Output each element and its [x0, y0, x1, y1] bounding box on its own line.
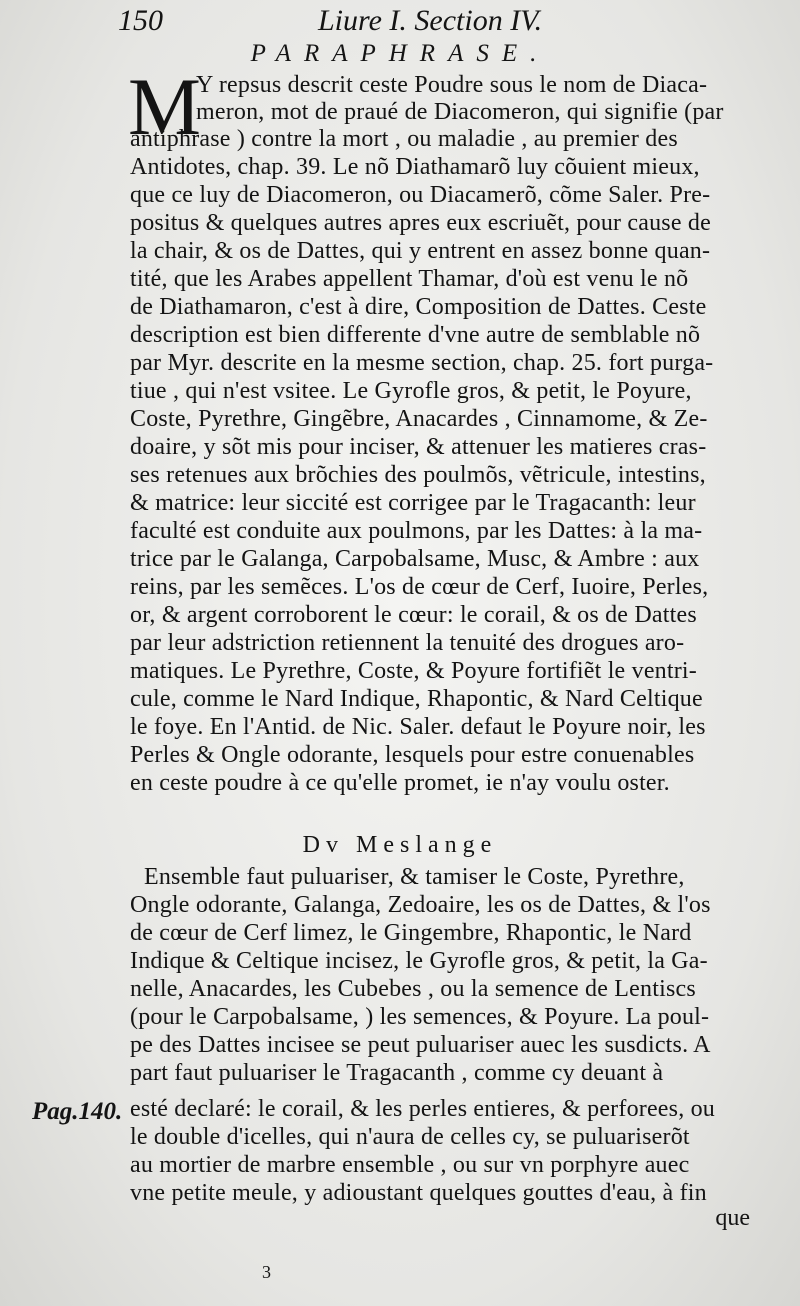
running-title: Liure I. Section IV.	[318, 4, 543, 37]
text-line: Ongle odorante, Galanga, Zedoaire, les os de Dattes, & l'os	[130, 892, 711, 918]
text-line: or, & argent corroborent le cœur: le corail, & os de Dattes	[130, 602, 697, 628]
text-line: ses retenues aux brõchies des poulmõs, vẽtricule, intestins,	[130, 462, 706, 488]
page-header	[118, 4, 758, 40]
text-line: vne petite meule, y adioustant quelques gouttes d'eau, à fin	[130, 1180, 707, 1206]
text-line: que ce luy de Diacomeron, ou Diacamerõ, cõme Saler. Pre-	[130, 182, 711, 208]
text-line: trice par le Galanga, Carpobalsame, Musc, & Ambre : aux	[130, 546, 700, 572]
text-line: de cœur de Cerf limez, le Gingembre, Rhapontic, le Nard	[130, 920, 692, 946]
text-line: par Myr. descrite en la mesme section, chap. 25. fort purga-	[130, 350, 714, 376]
text-line: reins, par les semẽces. L'os de cœur de Cerf, Iuoire, Perles,	[130, 574, 709, 600]
text-line: par leur adstriction retiennent la tenuité des drogues aro-	[130, 630, 685, 656]
text-line: description est bien differente d'vne autre de semblable nõ	[130, 322, 701, 348]
text-line: nelle, Anacardes, les Cubebes , ou la semence de Lentiscs	[130, 976, 696, 1002]
page-number: 150	[118, 4, 163, 37]
text-line: de Diathamaron, c'est à dire, Composition de Dattes. Ceste	[130, 294, 707, 320]
text-line: positus & quelques autres apres eux escriuẽt, pour cause de	[130, 210, 711, 236]
text-line: Ensemble faut puluariser, & tamiser le Coste, Pyrethre,	[144, 864, 685, 890]
text-line: Antidotes, chap. 39. Le nõ Diathamarõ luy cõuient mieux,	[130, 154, 700, 180]
text-line: esté declaré: le corail, & les perles entieres, & perforees, ou	[130, 1096, 716, 1122]
text-line: le double d'icelles, qui n'aura de celles cy, se puluariserõt	[130, 1124, 690, 1150]
text-line: tité, que les Arabes appellent Thamar, d'où est venu le nõ	[130, 266, 689, 292]
text-line: Y repsus descrit ceste Poudre sous le nom de Diaca-	[196, 72, 708, 98]
text-line: meron, mot de praué de Diacomeron, qui signifie (par	[196, 99, 724, 125]
subsection-heading: Dv Meslange	[302, 832, 498, 858]
text-line: la chair, & os de Dattes, qui y entrent en assez bonne quan-	[130, 238, 711, 264]
text-line: faculté est conduite aux poulmons, par les Dattes: à la ma-	[130, 518, 703, 544]
text-line: doaire, y sõt mis pour inciser, & attenuer les matieres cras-	[130, 434, 707, 460]
text-line: part faut puluariser le Tragacanth , comme cy deuant à	[130, 1060, 664, 1086]
text-line: le foye. En l'Antid. de Nic. Saler. defaut le Poyure noir, les	[130, 714, 706, 740]
margin-cross-reference: Pag.140.	[32, 1098, 123, 1125]
drop-cap-initial: M	[128, 61, 201, 152]
text-line: matiques. Le Pyrethre, Coste, & Poyure fortifiẽt le ventri-	[130, 658, 697, 684]
text-line: Perles & Ongle odorante, lesquels pour estre conuenables	[130, 742, 695, 768]
text-line: Coste, Pyrethre, Gingẽbre, Anacardes , Cinnamome, & Ze-	[130, 406, 708, 432]
text-line: pe des Dattes incisee se peut puluariser auec les susdicts. A	[130, 1032, 711, 1058]
signature-mark: 3	[262, 1262, 271, 1282]
text-line: (pour le Carpobalsame, ) les semences, & Poyure. La poul-	[130, 1004, 710, 1030]
text-line: au mortier de marbre ensemble , ou sur vn porphyre auec	[130, 1152, 690, 1178]
text-line: Indique & Celtique incisez, le Gyrofle gros, & petit, la Ga-	[130, 948, 708, 974]
section-title: PARAPHRASE.	[250, 40, 550, 67]
text-line: en ceste poudre à ce qu'elle promet, ie n'ay voulu oster.	[130, 770, 670, 796]
text-line: & matrice: leur siccité est corrigee par le Tragacanth: leur	[130, 490, 696, 516]
text-line: cule, comme le Nard Indique, Rhapontic, & Nard Celtique	[130, 686, 703, 712]
text-line: tiue , qui n'est vsitee. Le Gyrofle gros, & petit, le Poyure,	[130, 378, 692, 404]
text-line: antiphrase ) contre la mort , ou maladie , au premier des	[130, 126, 678, 152]
catchword: que	[715, 1205, 750, 1231]
